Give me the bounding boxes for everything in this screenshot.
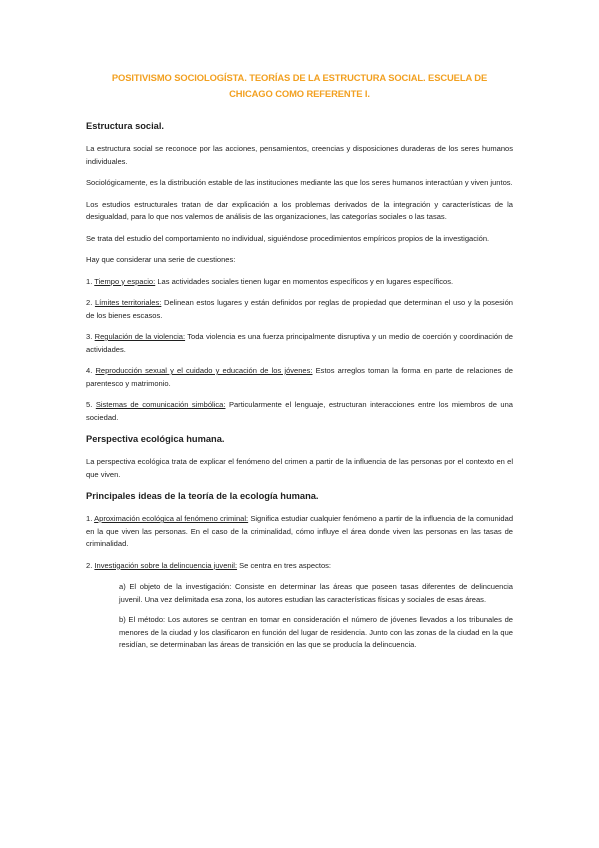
list-item-number: 5. xyxy=(86,400,93,409)
list-item-term: Límites territoriales: xyxy=(94,298,162,307)
list-item-number: 4. xyxy=(86,366,93,375)
list-item xyxy=(86,297,513,322)
list-item-number: 2. xyxy=(86,298,93,307)
section-heading-ideas: Principales ideas de la teoría de la ecología humana. xyxy=(86,491,319,501)
list-item xyxy=(86,513,513,551)
document-title-line2: CHICAGO COMO REFERENTE I. xyxy=(229,88,370,99)
list-item-number: 3. xyxy=(86,332,93,341)
list-item-text: Particularmente el lenguaje, estructuran interacciones entre los miembros de una sociedad. xyxy=(86,400,514,422)
list-item xyxy=(86,399,513,424)
document-title-line1: POSITIVISMO SOCIOLOGÍSTA. TEORÍAS DE LA ESTRUCTURA SOCIAL. ESCUELA DE xyxy=(111,72,488,83)
list-item-term: Reproducción sexual y el cuidado y educación de los jóvenes: xyxy=(95,366,313,375)
paragraph-5: Hay que considerar una serie de cuestiones: xyxy=(86,255,236,264)
paragraph-4: Se trata del estudio del comportamiento no individual, siguiéndose procedimientos empíricos propios de la investigación. xyxy=(86,233,490,243)
sub-list-item xyxy=(119,581,513,606)
list-item-text: Las actividades sociales tienen lugar en momentos específicos y en lugares específicos. xyxy=(155,276,454,286)
list-item-number: 1. xyxy=(86,514,93,523)
list-item-number: 2. xyxy=(86,560,93,570)
list-item-term: Aproximación ecológica al fenómeno criminal: xyxy=(94,514,249,523)
section-heading-ecologica: Perspectiva ecológica humana. xyxy=(86,434,225,444)
list-item-text: Se centra en tres aspectos: xyxy=(237,560,332,570)
sub-list-item xyxy=(119,614,513,652)
list-item-text: Delinean estos lugares y están definidos por reglas de propiedad que determinan el uso y la posesión de los bienes escasos. xyxy=(86,298,513,320)
sub-list-item-text: Los autores se centran en tomar en consideración el número de jóvenes llevados a los tribunales de menores de la ciudad y los clasificaron en función del lugar de residencia. Junto con las zonas de la ciudad en la que residían, se determinaban las áreas de transición en las que se producía la delincuencia. xyxy=(119,615,514,649)
paragraph-ecologica: La perspectiva ecológica trata de explicar el fenómeno del crimen a partir de la influencia de las personas por el contexto en el que viven. xyxy=(86,457,513,479)
document-title xyxy=(86,70,513,102)
list-item xyxy=(86,331,513,356)
paragraph-3: Los estudios estructurales tratan de dar explicación a los problemas derivados de la integración y características de la desigualdad, para lo que nos valemos de análisis de las organizaciones, las categorías sociales o las tasas. xyxy=(86,199,513,221)
list-item-text: Toda violencia es una fuerza principalmente disruptiva y un medio de coerción y coordinación de actividades. xyxy=(86,332,513,354)
list-item-term: Sistemas de comunicación simbólica: xyxy=(95,400,226,409)
sub-list-item-label: b) El método: xyxy=(119,615,166,624)
list-item-number: 1. xyxy=(86,276,93,286)
list-item-text: Significa estudiar cualquier fenómeno a partir de la influencia de la comunidad en la que viven las personas. En el caso de la criminalidad, cómo influye el área donde viven las personas en las tasas de criminalidad. xyxy=(86,514,514,548)
list-item-term: Regulación de la violencia: xyxy=(94,332,186,341)
sub-list-item-text: Consiste en determinar las áreas que poseen tasas diferentes de delincuencia juvenil. Una vez delimitada esa zona, los autores estudian las características físicas y sociales de esas áreas. xyxy=(119,582,513,604)
section-heading-estructura: Estructura social. xyxy=(86,121,165,131)
list-item-term: Tiempo y espacio: xyxy=(94,276,156,286)
list-item-text: Estos arreglos toman la forma en parte de relaciones de parentesco y matrimonio. xyxy=(86,366,513,388)
list-item-term: Investigación sobre la delincuencia juvenil: xyxy=(94,560,238,570)
list-item xyxy=(86,560,513,573)
paragraph-1: La estructura social se reconoce por las acciones, pensamientos, creencias y disposiciones duraderas de los seres humanos individuales. xyxy=(86,144,513,166)
sub-list-item-label: a) El objeto de la investigación: xyxy=(119,582,232,591)
paragraph-2: Sociológicamente, es la distribución estable de las instituciones mediante las que los seres humanos interactúan y viven juntos. xyxy=(86,178,513,187)
list-item xyxy=(86,276,513,289)
list-item xyxy=(86,365,513,390)
